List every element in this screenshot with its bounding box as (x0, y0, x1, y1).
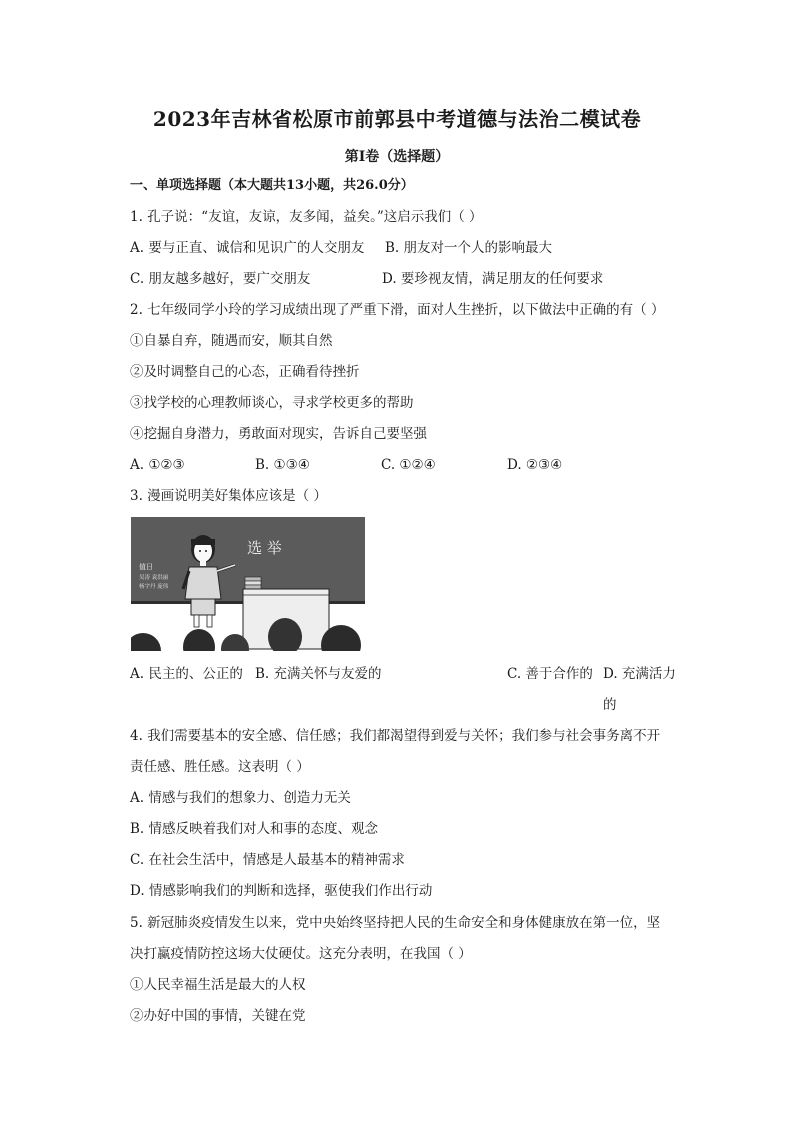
question-1-option-c: C. 朋友越多越好，要广交朋友 (130, 271, 311, 287)
question-3-stem: 3. 漫画说明美好集体应该是（ ） (130, 488, 327, 504)
question-2-item-4: ④挖掘自身潜力，勇敢面对现实，告诉自己要坚强 (130, 426, 427, 442)
question-1-option-b: B. 朋友对一个人的影响最大 (385, 240, 553, 256)
question-5-item-1: ①人民幸福生活是最大的人权 (130, 977, 306, 993)
question-3-option-c: C. 善于合作的 (507, 666, 593, 682)
question-1-option-d: D. 要珍视友情，满足朋友的任何要求 (382, 271, 604, 287)
question-4-option-c: C. 在社会生活中，情感是人最基本的精神需求 (130, 852, 405, 868)
question-4-stem-line-2: 责任感、胜任感。这表明（ ） (130, 759, 310, 775)
question-2-item-3: ③找学校的心理教师谈心，寻求学校更多的帮助 (130, 395, 414, 411)
question-4-stem-line-1: 4. 我们需要基本的安全感、信任感；我们都渴望得到爱与关怀；我们参与社会事务离不开 (130, 728, 661, 744)
question-3-option-a: A. 民主的、公正的 (130, 666, 243, 682)
books (245, 577, 261, 581)
question-2-option-a: A. ①②③ (130, 457, 185, 473)
exam-title: 2023年吉林省松原市前郭县中考道德与法治二模试卷 (152, 107, 642, 131)
section-heading: 第Ⅰ卷（选择题） (344, 149, 450, 165)
question-2-option-b: B. ①③④ (255, 457, 310, 473)
question-2-item-1: ①自暴自弃，随遇而安，顺其自然 (130, 333, 333, 349)
question-4-option-b: B. 情感反映着我们对人和事的态度、观念 (130, 821, 379, 837)
election-cartoon (131, 517, 365, 651)
question-2-item-2: ②及时调整自己的心态，正确看待挫折 (130, 364, 360, 380)
question-2-option-c: C. ①②④ (381, 457, 436, 473)
question-5-item-2: ②办好中国的事情，关键在党 (130, 1008, 306, 1024)
board-title: 选 举 (247, 539, 282, 557)
question-2-option-d: D. ②③④ (507, 457, 563, 473)
question-5-stem-line-1: 5. 新冠肺炎疫情发生以来，党中央始终坚持把人民的生命安全和身体健康放在第一位，坚 (130, 915, 661, 931)
part-heading: 一、单项选择题（本大题共13小题，共26.0分） (130, 178, 414, 193)
question-4-option-a: A. 情感与我们的想象力、创造力无关 (130, 790, 351, 806)
duty-names-1: 吴涛 袁洪丽 (139, 575, 169, 581)
duty-label: 值日 (139, 563, 153, 571)
question-5-stem-line-2: 决打赢疫情防控这场大仗硬仗。这充分表明，在我国（ ） (130, 946, 472, 962)
question-3-option-d: D. 充满活力的 (603, 666, 676, 713)
question-2-stem: 2. 七年级同学小玲的学习成绩出现了严重下滑，面对人生挫折，以下做法中正确的有（ ） (130, 302, 665, 318)
question-4-option-d: D. 情感影响我们的判断和选择，驱使我们作出行动 (130, 883, 433, 899)
question-1-stem: 1. 孔子说：“友谊，友谅，友多闻，益矣。”这启示我们（ ） (130, 209, 483, 225)
question-1-option-a: A. 要与正直、诚信和见识广的人交朋友 (130, 240, 365, 256)
question-3-option-b: B. 充满关怀与友爱的 (255, 666, 382, 682)
duty-names-2: 杨宇丹 庞伟 (139, 584, 169, 590)
